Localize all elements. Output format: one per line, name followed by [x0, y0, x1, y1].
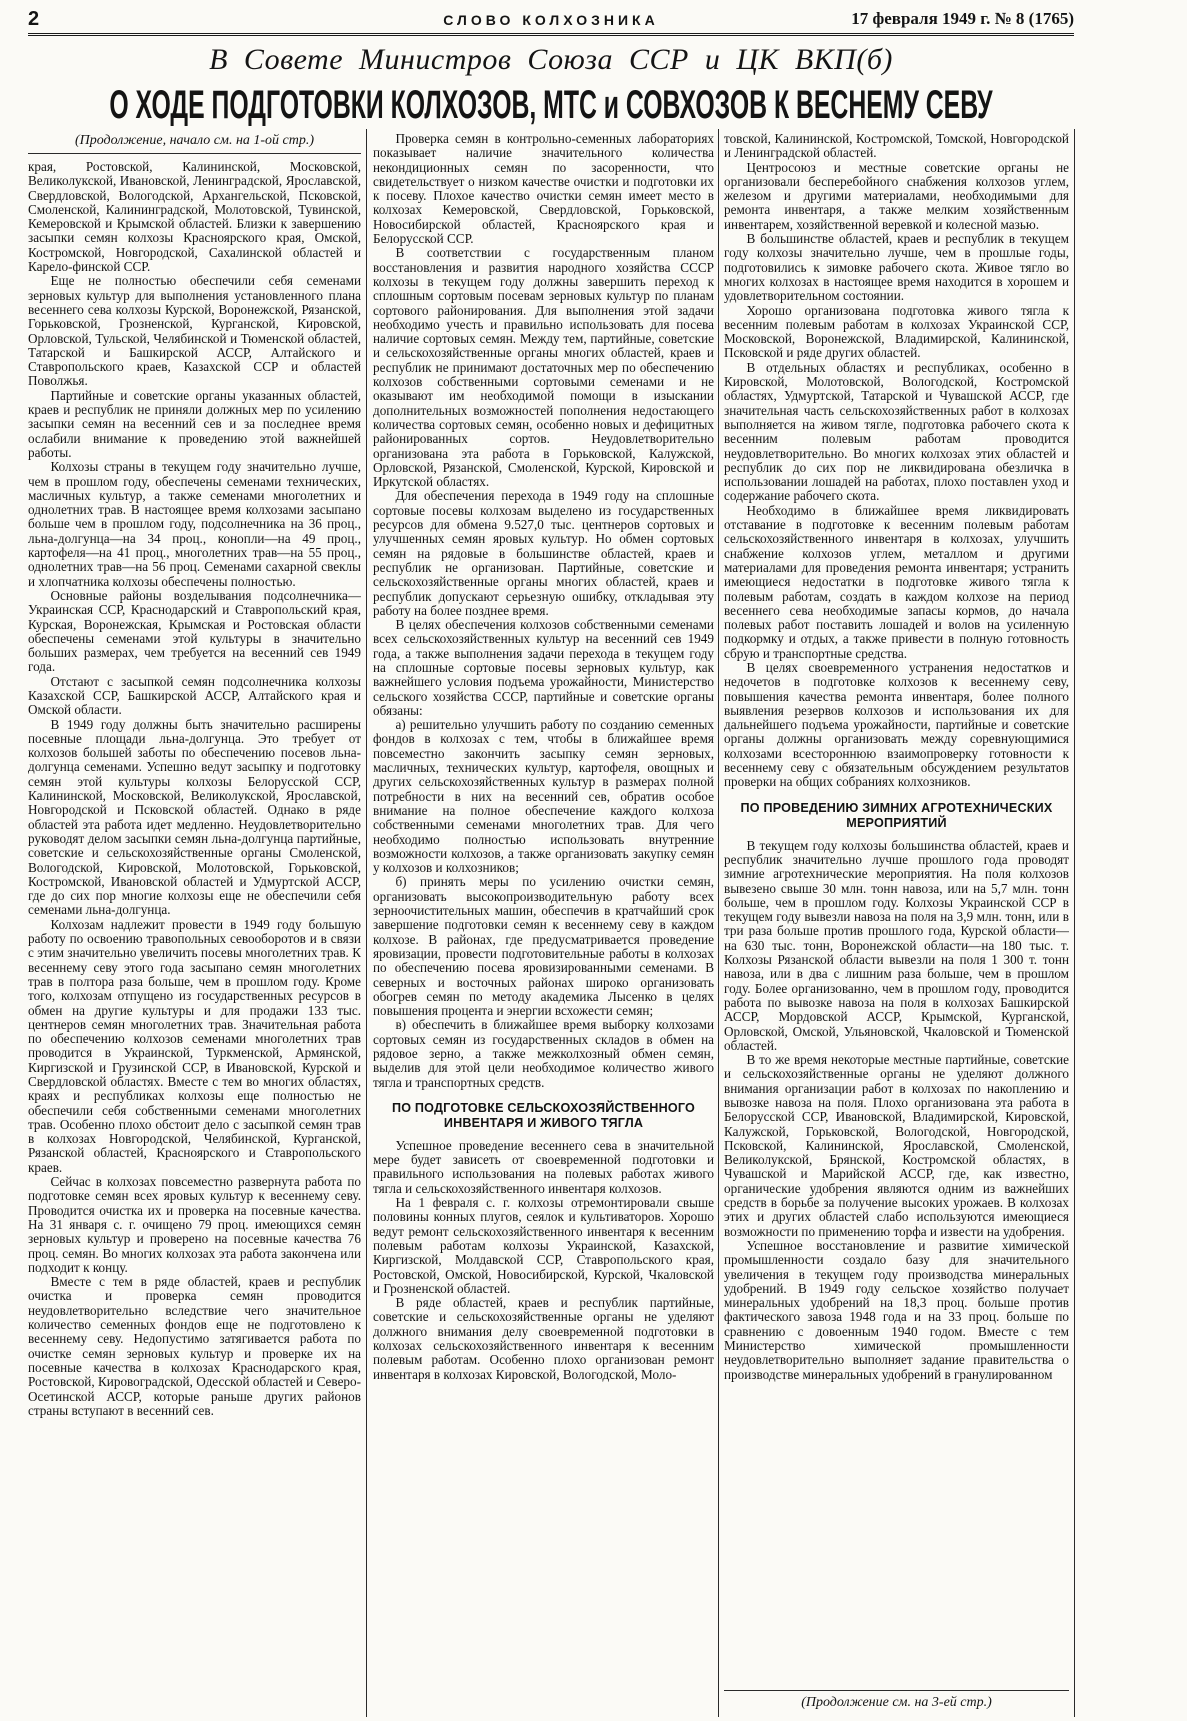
paragraph: Центросоюз и местные советские органы не организовали бесперебойного снабжения колхозов углем, железом и другими материалами, необходимыми для ремонта инвентаря, а также мелким хозяйственным инвентарем, хозяйственной веревкой и колесной мазью.: [724, 159, 1069, 232]
paragraph: Партийные и советские органы указанных областей, краев и республик не приняли должных мер по усилению засыпки семян на весенний сев и за последнее время ослабили внимание к проведению этой важнейшей работы.: [28, 387, 361, 460]
page-number: 2: [28, 8, 40, 30]
paragraph: б) принять меры по усилению очистки семян, организовать высокопроизводительную работу всех зерноочистительных машин, обеспечив в кратчайший срок завершение подготовки семян к весеннему севу в каждом колхозе. В районах, где предусматривается проведение яровизации, провести подготовительные работы в колхозах по обеспечению посева яровизированными семенами. В северных и восточных районах широко организовать обогрев семян по методу академика Лысенко в целях повышения процента и энергии всхожести семян;: [373, 874, 714, 1019]
column-divider: [718, 129, 719, 1717]
paragraph: В целях обеспечения колхозов собственными семенами всех сельскохозяйственных культур на весенний сев 1949 года, а также выполнения задачи перехода в текущем году на сплошные сортовые посевы зерновых культур, как важнейшего условия подъема урожайности, Министерство сельского хозяйства СССР, партийные и советские органы обязаны:: [373, 617, 714, 718]
issue-date: 17 февраля 1949 г. № 8 (1765): [851, 9, 1074, 28]
section-heading-winter-measures: [724, 801, 1069, 831]
paragraph: Колхозы страны в текущем году значительно лучше, чем в прошлом году, обеспечены семенами технических, масличных культур, а также семенами многолетних и однолетних трав. В настоящее время колхозами засыпано больше чем в прошлом году, подсолнечника на 36 проц., льна-долгунца—на 34 проц., конопли—на 49 проц., картофеля—на 41 проц., многолетних трав—на 55 проц., однолетних трав—на 56 проц. Семенами сахарной свеклы и хлопчатника колхозы обеспечены полностью.: [28, 459, 361, 589]
paragraph: в) обеспечить в ближайшее время выборку колхозами сортовых семян из государственных складов в обмен на рядовое зерно, а также межколхозный обмен семян, выделив для этой цели необходимое количество живого тягла и транспортных средств.: [373, 1017, 714, 1090]
paragraph: Отстают с засыпкой семян подсолнечника колхозы Казахской ССР, Башкирской АССР, Алтайского края и Омской области.: [28, 673, 361, 718]
paragraph: Проверка семян в контрольно-семенных лабораториях показывает наличие значительного количества некондиционных семян по засоренности, что свидетельствует о низком качестве очистки и подготовки их к посеву. Плохое качество очистки семян имеет место в колхозах Кемеровской, Свердловской, Горьковской, Новосибирской областей, Красноярского края и Белорусской ССР.: [373, 132, 714, 247]
section-heading-line: ПО ПРОВЕДЕНИЮ ЗИМНИХ АГРОТЕХНИЧЕСКИХ: [740, 800, 1053, 815]
paragraph: В большинстве областей, краев и республик в текущем году колхозы значительно лучше, чем в прошлые годы, подготовились к зимовке рабочего скота. Живое тягло во многих колхозах в настоящее время находится в хорошем и удовлетворительном состоянии.: [724, 231, 1069, 304]
article-headline: О ХОДЕ ПОДГОТОВКИ КОЛХОЗОВ, МТС и СОВХОЗОВ К ВЕСНЕМУ СЕВУ: [109, 83, 993, 127]
paragraph: Хорошо организована подготовка живого тягла к весенним полевым работам в колхозах Украинской ССР, Московской, Воронежской, Владимирской, Калининской, Псковской и ряде других областей.: [724, 302, 1069, 361]
paragraph: В текущем году колхозы большинства областей, краев и республик значительно лучше прошлого года проводят зимние агротехнические мероприятия. На поля колхозов вывезено свыше 30 млн. тонн навоза, или на 5,7 млн. тонн больше, чем в прошлом году. Колхозы Украинской ССР в текущем году вывезли навоза на поля на 3,9 млн. тонн, или в три раза больше против прошлого года, Курской области—на 630 тыс. тонн, Воронежской области—на 180 тыс. т. Колхозы Рязанской области вывезли на поля 1 300 т. тонн навоза, или в два с лишним раза больше, чем в прошлом году. Более организованно, чем в прошлом году, проводится работа по вывозке навоза на поля в колхозах Башкирской АССР, Мордовской АССР, Крымской, Курганской, Орловской, Омской, Ульяновской, Чкаловской и Тюменской областей.: [724, 837, 1069, 1053]
paragraph: Еще не полностью обеспечили себя семенами зерновых культур для выполнения установленного плана весеннего сева колхозы Курской, Воронежской, Рязанской, Горьковской, Грозненской, Курганской, Кировской, Орловской, Тульской, Челябинской и Тюменской областей, Татарской и Башкирской АССР, Алтайского и Ставропольского краев, Казахской ССР и областей Поволжья.: [28, 273, 361, 389]
paragraph: Успешное восстановление и развитие химической промышленности создало базу для значительного увеличения в текущем году производства минеральных удобрений. В 1949 году сельское хозяйство получает минеральных удобрений на 18,3 проц. больше против фактического завоза 1948 года и на 33 проц. больше по сравнению с довоенным 1940 годом. Вместе с тем Министерство химической промышленности неудовлетворительно выполняет задание правительства о производстве минеральных удобрений в гранулированном: [724, 1237, 1069, 1382]
masthead: [28, 6, 1074, 36]
paragraph: В ряде областей, краев и республик партийные, советские и сельскохозяйственные органы не уделяют должного внимания делу своевременной подготовки в колхозах сельскохозяйственного инвентаря к весенним полевым работам. Особенно плохо организован ремонт инвентаря в колхозах Кировской, Вологодской, Моло-: [373, 1295, 714, 1382]
paragraph: В то же время некоторые местные партийные, советские и сельскохозяйственные органы не уделяют должного внимания организации работ в колхозах по накоплению и вывозке навоза на поля. Плохо организована эта работа в Белорусской ССР, Ивановской, Владимирской, Кировской, Калужской, Горьковской, Вологодской, Новгородской, Псковской, Калининской, Ярославской, Смоленской, Великолукской, Брянской, Костромской областях, в Чувашской и Марийской АССР, где, как известно, органические удобрения являются одним из важнейших средств в борьбе за получение высоких урожаев. В колхозах этих и других областей слабо используются имеющиеся возможности по применению торфа и извести на удобрения.: [724, 1052, 1069, 1239]
continued-from-note: (Продолжение, начало см. на 1-ой стр.): [28, 132, 361, 154]
paragraph: Вместе с тем в ряде областей, краев и республик очистка и проверка семян проводится неудовлетворительно вследствие чего значительное количество семенных фондов еще не подготовлено к весеннему севу. Недопустимо затягивается работа по очистке семян зерновых культур и проверке их на посевные качества в колхозах Краснодарского края, Ростовской, Кировоградской, Одесской областей и Северо-Осетинской АССР, которые раньше других районов страны вступают в весенний сев.: [28, 1274, 361, 1418]
paragraph: а) решительно улучшить работу по созданию семенных фондов в колхозах с тем, чтобы в ближайшее время повсеместно закончить засыпку семян зерновых, масличных, технических культур, картофеля, овощных и других сельскохозяйственных культур в размерах полной потребности в них на весенний сев, обратив особое внимание на полное обеспечение каждого колхоза собственными семенами многолетних трав. Для чего необходимо полностью использовать внутренние возможности колхозов, а также организовать закупку семян у колхозов и колхозников;: [373, 717, 714, 876]
paragraph: Для обеспечения перехода в 1949 году на сплошные сортовые посевы колхозам выделено из государственных ресурсов для обмена 9.527,0 тыс. центнеров сортовых и улучшенных семян яровых культур. Но обмен сортовых семян на рядовые в большинстве областей, краев и республик не организован. Партийные, советские и сельскохозяйственные органы многих областей, краев и республик допускают серьезную ошибку, откладывая эту работу на более позднее время.: [373, 488, 714, 618]
paragraph: В целях своевременного устранения недостатков и недочетов в подготовке колхозов к весеннему севу, повышения качества ремонта инвентаря, более полного выявления резервов колхозов и использования их для дальнейшего подъема урожайности, партийные и советские органы должны организовать между соревнующимися колхозами всестороннюю взаимопроверку готовности к весеннему севу с обязательным обсуждением результатов проверки на общих собраниях колхозников.: [724, 659, 1069, 790]
column-divider: [1074, 129, 1075, 1717]
text-column-3: [724, 132, 1069, 1686]
paragraph: Колхозам надлежит провести в 1949 году большую работу по освоению травопольных севооборотов и в связи с этим значительно увеличить посевы многолетних трав. К весеннему севу этого года засыпано семян многолетних трав в полтора раза больше, чем в прошлом году. Кроме того, колхозам отпущено из государственных ресурсов в обмен на другие культуры и для продажи 133 тыс. центнеров семян многолетних трав. Значительная работа по обеспечению колхозов семенами многолетних трав проводится в Украинской, Туркменской, Армянской, Киргизской и Грузинской ССР, в Ивановской, Курской и Свердловской областях. Вместе с тем во многих областях, краях и республиках колхозы еще полностью не обеспечили себя собственными семенами многолетних трав. Особенно плохо обстоит дело с засыпкой семян трав в колхозах Новгородской, Челябинской, Курганской, Рязанской областей, Красноярского и Ставропольского краев.: [28, 916, 361, 1175]
section-heading-line: ИНВЕНТАРЯ И ЖИВОГО ТЯГЛА: [443, 1115, 644, 1130]
section-heading-line: МЕРОПРИЯТИЙ: [846, 815, 947, 830]
text-column-1: [28, 132, 361, 1716]
column-divider: [366, 129, 367, 1717]
paragraph: товской, Калининской, Костромской, Томской, Новгородской и Ленинградской областей.: [724, 132, 1069, 161]
paragraph: На 1 февраля с. г. колхозы отремонтировали свыше половины конных плугов, сеялок и культиваторов. Хорошо ведут ремонт сельскохозяйственного инвентаря к весенним полевым работам колхозы Украинской, Казахской, Киргизской, Молдавской ССР, Ставропольского края, Ростовской, Омской, Новосибирской, Курской, Чкаловской и Грозненской областей.: [373, 1195, 714, 1296]
text-column-2: [373, 132, 714, 1716]
section-heading-inventory: [373, 1101, 714, 1131]
continued-to-note: (Продолжение см. на 3-ей стр.): [724, 1690, 1069, 1717]
paragraph: Основные районы возделывания подсолнечника—Украинская ССР, Краснодарский и Ставропольский края, Курская, Воронежская, Крымская и Ростовская области обеспечены семенами этой культуры в значительно больших размерах, чем требуется на весенний сев 1949 года.: [28, 587, 361, 675]
paragraph: В отдельных областях и республиках, особенно в Кировской, Молотовской, Вологодской, Костромской областях, Удмуртской, Татарской и Чувашской АССР, где значительная часть сельскохозяйственных работ в колхозах выполняется на живом тягле, подготовка рабочего скота к весенним полевым работам проводится неудовлетворительно. Во многих колхозах этих областей и республик до сих пор не ликвидирована обезличка в использовании лошадей на работах, плохо поставлен уход и содержание рабочего скота.: [724, 359, 1069, 504]
newspaper-title: СЛОВО КОЛХОЗНИКА: [443, 12, 659, 28]
paragraph: В соответствии с государственным планом восстановления и развития народного хозяйства СССР колхозы в текущем году должны завершить переход к сплошным сортовым посевам зерновых культур по планам сортового районирования. Для выполнения этой задачи необходимо учесть и правильно использовать для посева наличие сортовых семян. Между тем, партийные, советские и сельскохозяйственные органы многих областей, краев и республик не принимают достаточных мер по обеспечению колхозов собственными сортовыми семенами и не оказывают им необходимой помощи в изыскании дополнительных возможностей пополнения недостающего количества сортовых семян, особенно новых и дефицитных районированных сортов. Неудовлетворительно организована эта работа в Горьковской, Калужской, Орловской, Рязанской, Смоленской, Курской, Кировской и Иркутской областях.: [373, 245, 714, 490]
headline-box: [28, 82, 1074, 128]
paragraph: В 1949 году должны быть значительно расширены посевные площади льна-долгунца. Это требует от колхозов большей заботы по обеспечению посевов льна-долгунца семенами. Успешно ведут засыпку и подготовку семян этой культуры колхозы Белорусской ССР, Калининской, Московской, Великолукской, Ярославской, Новгородской и Псковской областей. Однако в ряде областей эта работа идет медленно. Неудовлетворительно руководят делом засыпки семян льна-долгунца партийные, советские и сельскохозяйственные органы Смоленской, Вологодской, Кировской, Молотовской, Горьковской, Костромской, Ивановской областей и Удмуртской АССР, где до сих пор многие колхозы еще не обеспечили себя семенами льна-долгунца.: [28, 716, 361, 918]
paragraph: Сейчас в колхозах повсеместно развернута работа по подготовке семян всех яровых культур к весеннему севу. Проводится очистка их и проверка на посевные качества. На 31 января с. г. очищено 79 проц. имеющихся семян зерновых культур и проверено на посевные качества 76 проц. семян. Во многих колхозах эта работа закончена или подходит к концу.: [28, 1174, 361, 1275]
article-kicker: В Совете Министров Союза ССР и ЦК ВКП(б): [209, 43, 893, 76]
paragraph: Необходимо в ближайшее время ликвидировать отставание в подготовке к весенним полевым работам сельскохозяйственного инвентаря в колхозах, улучшить снабжение колхозов углем, металлом и другими материалами для проведения ремонта инвентаря; устранить имеющиеся недостатки в подготовке живого тягла к полевым работам, создать в каждом колхозе на период весеннего сева необходимые запасы кормов, до начала полевых работ поставить лошадей и волов на усиленную подкормку и отдых, а также привести в полную готовность сбрую и транспортные средства.: [724, 502, 1069, 661]
section-heading-line: ПО ПОДГОТОВКЕ СЕЛЬСКОХОЗЯЙСТВЕННОГО: [391, 1100, 696, 1115]
paragraph: Успешное проведение весеннего сева в значительной мере будет зависеть от своевременной подготовки и правильного использования на полевых работах живого тягла и сельскохозяйственного инвентаря колхозов.: [373, 1137, 714, 1196]
paragraph: края, Ростовской, Калининской, Московской, Великолукской, Ивановской, Ленинградской, Ярославской, Свердловской, Вологодской, Архангельской, Псковской, Смоленской, Калининградской, Молотовской, Тувинской, Кемеровской и Крымской областей. Близки к завершению засыпки семян колхозы Красноярского края, Омской, Костромской, Новгородской, Сахалинской областей и Карело-финской ССР.: [28, 159, 361, 275]
